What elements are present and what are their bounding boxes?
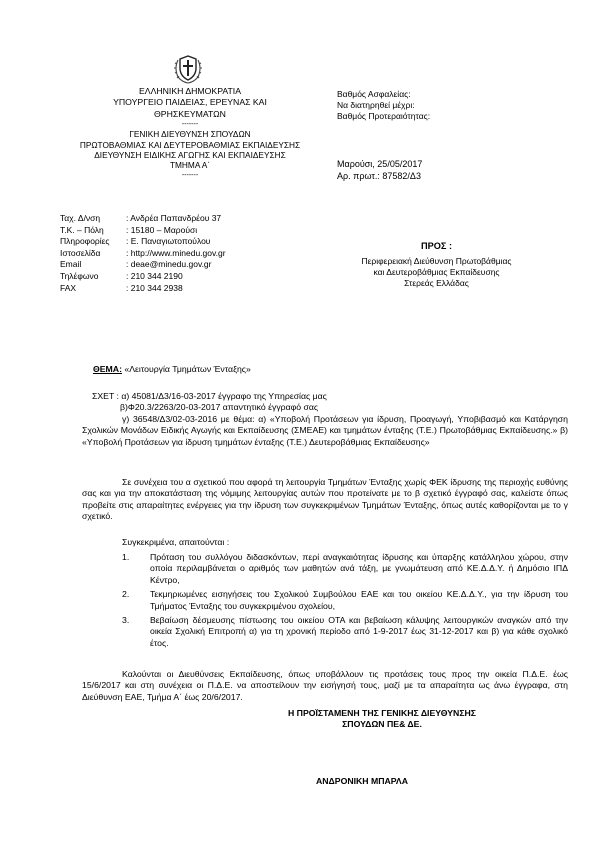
body-paragraph: Σε συνέχεια του α σχετικού που αφορά τη λειτουργία Τμημάτων Ένταξης χωρίς ΦΕΚ ίδρυσης της περιοχής ευθύνης σας και για την αποκατάσταση της νόμιμης λειτουργίας αυτών που προτείνατε με το β σχετικό έγγραφό σας, καλείστε όπως προβείτε στις απαραίτητες ενέργειες για την ίδρυση των συγκεκριμένων Τμημάτων Ένταξης, όπως αυτές καθορίζονται με το γ σχετικό. [82,477,568,522]
classification-block [337,89,567,122]
contact-row [60,283,310,295]
recipient-block [324,240,549,289]
header-directorate: ΔΙΕΥΘΥΝΣΗ ΕΙΔΙΚΗΣ ΑΓΩΓΗΣ ΚΑΙ ΕΚΠΑΙΔΕΥΣΗΣ [94,150,286,161]
list-item-number: 3. [122,615,130,626]
body-paragraph: Συγκεκριμένα, απαιτούνται : [122,537,230,547]
greek-emblem-icon [173,52,203,84]
list-item-text: Τεκμηριωμένες εισηγήσεις του Σχολικού Συμβούλου ΕΑΕ και του οικείου ΚΕ.Δ.Δ.Υ., για την ίδρυση του Τμήματος Ένταξης του συγκεκριμένου σχολείου, [150,589,568,611]
subject-line [93,364,513,375]
reference-c: γ) 36548/Δ3/02-03-2016 με θέμα: α) «Υποβολή Προτάσεων για ίδρυση, Προαγωγή, Υποβιβασμό και Κατάργηση Σχολικών Μονάδων Ειδικής Αγωγής και Εκπαίδευσης (ΣΜΕΑΕ) και τμημάτων ένταξης (Τ.Ε.) Πρωτοβάθμιας Εκπαίδευσης.» β) «Υποβολή Προτάσεων για ίδρυση τμημάτων ένταξης (Τ.Ε.) Δευτεροβάθμιας Εκπαίδευσης» [82,413,568,447]
contact-key: Τηλέφωνο [60,270,99,281]
recipient-line: και Δευτεροβάθμιας Εκπαίδευσης [373,267,500,277]
recipient-line: Περιφερειακή Διεύθυνση Πρωτοβάθμιας [361,256,512,266]
contact-value: : 15180 – Μαρούσι [126,224,198,235]
contact-row [60,259,310,271]
list-item-text: Πρόταση του συλλόγου διδασκόντων, περί αναγκαιότητας ίδρυσης και ύπαρξης κατάλληλου χώρου, στην οποία περιλαμβάνεται ο αριθμός των μαθητών ανά τάξη, με γνωμάτευση από ΚΕ.Δ.Δ.Υ. ή Δημόσιο ΙΠΔ Κέντρο, [150,552,568,585]
contact-row [60,225,310,237]
list-item-number: 1. [122,552,130,562]
list-item [122,552,568,586]
reference-a: ΣΧΕΤ : α) 45081/Δ3/16-03-2017 έγγραφο της Υπηρεσίας μας [92,391,327,401]
reference-b: β)Φ20.3/2263/20-03-2017 απαντητικό έγγραφό σας [120,402,319,413]
date-protocol-block [337,158,567,182]
security-level: Βαθμός Ασφαλείας: [337,89,411,99]
header-general-directorate: ΓΕΝΙΚΗ ΔΙΕΥΘΥΝΣΗ ΣΠΟΥΔΩΝ [129,129,251,140]
contact-row [60,213,310,225]
contact-key: FAX [60,282,77,293]
list-item-text: Βεβαίωση δέσμευσης πίστωσης του οικείου ΟΤΑ και βεβαίωση κάλυψης λειτουργικών αναγκών από την οικεία Σχολική Επιτροπή α) για τη χρονική περίοδο από 1-9-2017 έως 31-12-2017 και β) για κάθε σχολικό έτος. [150,615,568,648]
contact-row [60,248,310,260]
requirements-list [122,552,568,652]
contact-value: : 210 344 2190 [126,270,183,281]
contact-info [60,213,310,294]
issuer-header [55,86,325,180]
closing-paragraph: Καλούνται οι Διευθύνσεις Εκπαίδευσης, όπως υποβάλλουν τις προτάσεις τους προς την οικεία Π.Δ.Ε. έως 15/6/2017 και στη συνέχεια οι Π.Δ.Ε. να αποστείλουν την εισήγησή τους, μαζί με τα απαραίτητα ως άνω έγγραφα, στη Διεύθυνση ΕΑΕ, Τμήμα Α΄ έως 20/6/2017. [82,669,568,702]
header-separator: ------- [181,121,199,129]
header-separator: ------- [181,171,199,179]
signature-block [232,708,532,731]
retention-period: Να διατηρηθεί μέχρι: [337,100,415,110]
subject-label: ΘΕΜΑ: [93,364,122,374]
contact-key: Ταχ. Δ/νση [60,213,101,223]
contact-key: Ιστοσελίδα [60,247,101,258]
signature-title: Η ΠΡΟΪΣΤΑΜΕΝΗ ΤΗΣ ΓΕΝΙΚΗΣ ΔΙΕΥΘΥΝΣΗΣ [287,708,477,718]
related-references [82,391,568,448]
header-country: ΕΛΛΗΝΙΚΗ ΔΗΜΟΚΡΑΤΙΑ [138,86,242,96]
header-ministry: ΥΠΟΥΡΓΕΙΟ ΠΑΙΔΕΙΑΣ, ΕΡΕΥΝΑΣ ΚΑΙ [113,97,267,108]
list-item-number: 2. [122,589,130,600]
header-department: ΤΜΗΜΑ Α΄ [169,160,211,171]
contact-row [60,271,310,283]
contact-value: : 210 344 2938 [126,282,183,293]
recipient-label: ΠΡΟΣ : [420,241,453,251]
protocol-number: Αρ. πρωτ.: 87582/Δ3 [337,171,421,181]
signature-title: ΣΠΟΥΔΩΝ ΠΕ& ΔΕ. [342,719,422,730]
priority-level: Βαθμός Προτεραιότητας: [337,111,431,121]
header-ministry-cont: ΘΡΗΣΚΕΥΜΑΤΩΝ [154,108,226,119]
contact-key: Πληροφορίες [60,236,110,247]
contact-value: : deae@minedu.gov.gr [126,259,212,270]
subject-text: «Λειτουργία Τμημάτων Ένταξης» [121,364,251,374]
contact-value: : http://www.minedu.gov.gr [126,247,226,258]
recipient-line: Στερεάς Ελλάδας [404,278,469,288]
contact-value: : Ανδρέα Παπανδρέου 37 [126,213,222,223]
list-item [122,615,568,649]
contact-value: : Ε. Παναγιωτοπούλου [126,236,211,247]
document-date: Μαρούσι, 25/05/2017 [337,159,423,169]
contact-key: Τ.Κ. – Πόλη [60,224,104,235]
list-item [122,589,568,612]
header-directorate-levels: ΠΡΩΤΟΒΑΘΜΙΑΣ ΚΑΙ ΔΕΥΤΕΡΟΒΑΘΜΙΑΣ ΕΚΠΑΙΔΕΥΣΗΣ [79,139,301,150]
signatory-name: ΑΝΔΡΟΝΙΚΗ ΜΠΑΡΛΑ [316,776,408,786]
contact-key: Email [60,259,82,270]
contact-row [60,236,310,248]
